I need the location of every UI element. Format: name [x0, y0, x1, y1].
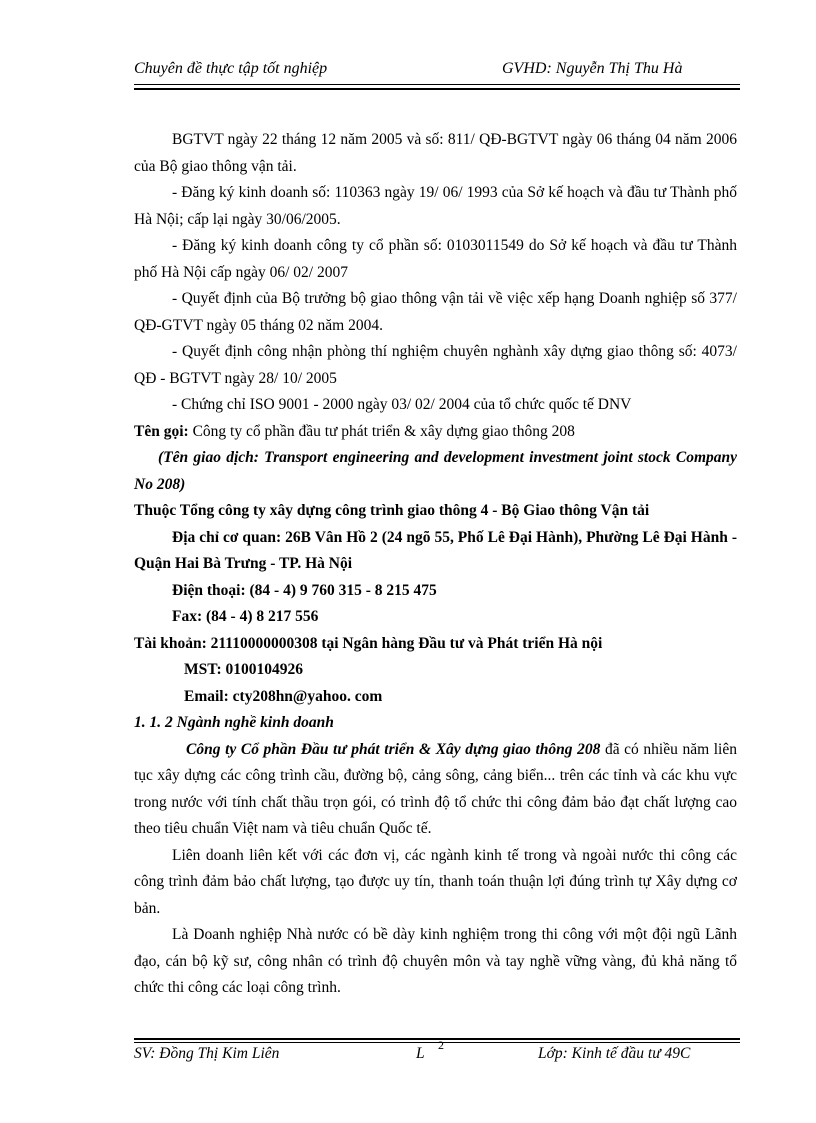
footer-marker: L	[416, 1045, 425, 1062]
footer-student: SV: Đồng Thị Kim Liên	[134, 1045, 280, 1062]
header-supervisor: GVHD: Nguyễn Thị Thu Hà	[502, 60, 683, 77]
company-fax: Fax: (84 - 4) 8 217 556	[172, 608, 319, 625]
parent-company: Thuộc Tổng công ty xây dựng công trình giao thông 4 - Bộ Giao thông Vận tải	[134, 502, 650, 519]
header-rule-top	[134, 84, 740, 85]
footer-rule-top	[134, 1038, 740, 1040]
paragraph: BGTVT ngày 22 tháng 12 năm 2005 và số: 811/ QĐ-BGTVT ngày 06 tháng 04 năm 2006 của Bộ giao thông vận tải.	[134, 131, 737, 175]
tax-code: MST: 0100104926	[184, 661, 303, 678]
paragraph: - Đăng ký kinh doanh công ty cổ phần số: 0103011549 do Sở kế hoạch và đầu tư Thành phố Hà Nội cấp ngày 06/ 02/ 2007	[134, 237, 737, 281]
company-email: Email: cty208hn@yahoo. com	[184, 687, 383, 705]
header-rule-bottom	[134, 88, 740, 90]
footer-class: Lớp: Kinh tế đầu tư 49C	[538, 1045, 691, 1062]
paragraph: Là Doanh nghiệp Nhà nước có bề dày kinh nghiệm trong thi công với một đội ngũ Lãnh đạo, cán bộ kỹ sư, công nhân có trình độ chuyên môn và tay nghề vững vàng, đủ khả năng tổ chức thi công các loại công trình.	[134, 926, 737, 996]
paragraph: - Chứng chỉ ISO 9001 - 2000 ngày 03/ 02/ 2004 của tổ chức quốc tế DNV	[172, 396, 632, 413]
header-title: Chuyên đề thực tập tốt nghiệp	[134, 60, 328, 77]
company-name-label: Tên gọi:	[134, 422, 189, 440]
trade-name: (Tên giao dịch: Transport engineering and development investment joint stock Company No 208)	[134, 449, 737, 493]
company-name-emphasis: Công ty Cổ phần Đầu tư phát triển & Xây dựng giao thông 208	[186, 740, 601, 758]
bank-account: Tài khoản: 21110000000308 tại Ngân hàng Đầu tư và Phát triển Hà nội	[134, 634, 603, 652]
company-address: Địa chỉ cơ quan: 26B Vân Hồ 2 (24 ngõ 55, Phố Lê Đại Hành), Phường Lê Đại Hành - Quận Hai Bà Trưng - TP. Hà Nội	[134, 528, 737, 572]
paragraph: - Quyết định của Bộ trưởng bộ giao thông vận tải về việc xếp hạng Doanh nghiệp số 377/ QĐ-GTVT ngày 05 tháng 02 năm 2004.	[134, 290, 737, 334]
footer-rule-bottom	[134, 1042, 740, 1043]
paragraph: - Quyết định công nhận phòng thí nghiệm chuyên nghành xây dựng giao thông số: 4073/ QĐ - BGTVT ngày 28/ 10/ 2005	[134, 343, 737, 387]
page-number: 2	[438, 1038, 444, 1052]
company-phone: Điện thoại: (84 - 4) 9 760 315 - 8 215 475	[172, 581, 437, 599]
document-body	[134, 127, 737, 1002]
company-name-value: Công ty cổ phần đầu tư phát triển & xây dựng giao thông 208	[188, 422, 575, 440]
company-name	[134, 419, 737, 446]
page-header	[134, 60, 740, 82]
paragraph-text: đã có nhiều năm liên tục xây dựng các công trình cầu, đường bộ, cảng sông, cảng biển... trên các tỉnh và các khu vực trong nước với tính chất thầu trọn gói, có trình độ tổ chức thi công đảm bảo đạt chất lượng cao theo tiêu chuẩn Việt nam và tiêu chuẩn Quốc tế.	[134, 740, 737, 837]
paragraph: Liên doanh liên kết với các đơn vị, các ngành kinh tế trong và ngoài nước thi công các công trình đảm bảo chất lượng, tạo được uy tín, thanh toán thuận lợi đúng trình tự Xây dựng cơ bản.	[134, 846, 737, 917]
paragraph: - Đăng ký kinh doanh số: 110363 ngày 19/ 06/ 1993 của Sở kế hoạch và đầu tư Thành phố Hà Nội; cấp lại ngày 30/06/2005.	[134, 184, 737, 228]
page-footer	[134, 1038, 740, 1067]
paragraph	[134, 737, 737, 843]
section-heading: 1. 1. 2 Ngành nghề kinh doanh	[134, 714, 334, 731]
